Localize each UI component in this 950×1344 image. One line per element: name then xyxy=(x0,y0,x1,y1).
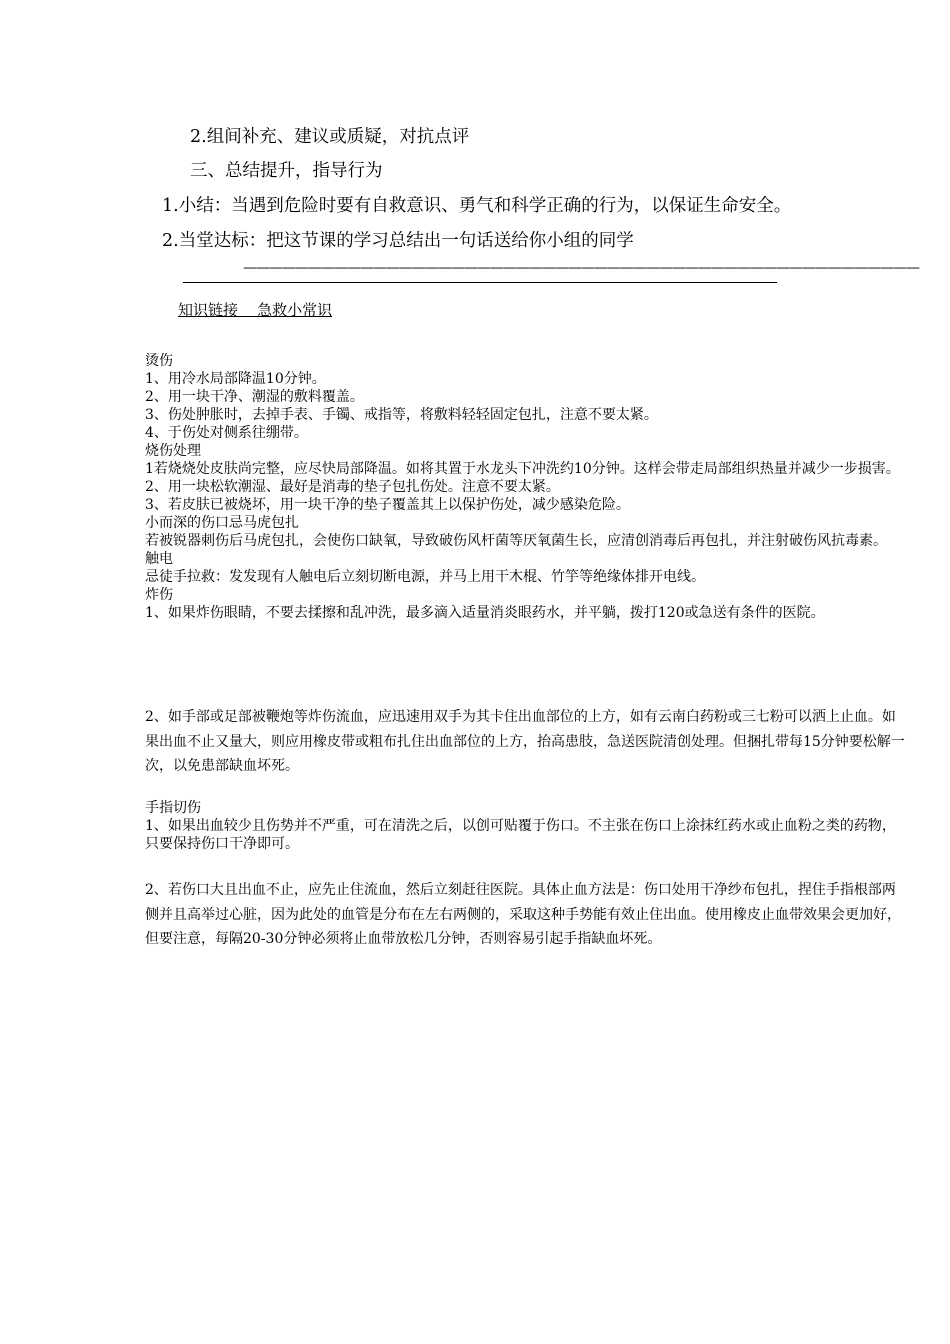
line-summary: 1.小结：当遇到危险时要有自救意识、勇气和科学正确的行为，以保证生命安全。 xyxy=(162,196,792,216)
blast-item-2: 2、如手部或足部被鞭炮等炸伤流血，应迅速用双手为其卡住出血部位的上方，如有云南白药粉或三七粉可以洒上止血。如果出血不止又量大，则应用橡皮带或粗布扎住出血部位的上方，抬高患肢，急送医院清创处理。但捆扎带每15分钟要松解一次，以免患部缺血坏死。 xyxy=(145,709,905,774)
scald-item: 3、若皮肤已被烧坏，用一块干净的垫子覆盖其上以保护伤处，减少感染危险。 xyxy=(145,497,630,513)
finger-item: 1、如果出血较少且伤势并不严重，可在清洗之后，以创可贴覆于伤口。不主张在伤口上涂抹红药水或止血粉之类的药物，只要保持伤口干净即可。 xyxy=(145,818,896,852)
burn-item: 4、于伤处对侧系往绷带。 xyxy=(145,425,308,441)
shock-text: 忌徒手拉救：发发现有人触电后立刻切断电源，并马上用干木棍、竹竽等绝缘体排开电线。 xyxy=(145,569,705,585)
scald-item: 2、用一块松软潮湿、最好是消毒的垫子包扎伤处。注意不要太紧。 xyxy=(145,479,560,495)
answer-dash-line: ———————————————————————————————————————————————————— xyxy=(243,260,919,276)
shock-heading: 触电 xyxy=(145,551,173,567)
burn-item: 3、伤处肿胀时，去掉手表、手镯、戒指等，将敷料轻轻固定包扎，注意不要太紧。 xyxy=(145,407,658,423)
answer-underline xyxy=(183,282,777,283)
wound-heading: 小而深的伤口忌马虎包扎 xyxy=(145,515,299,531)
finger-heading: 手指切伤 xyxy=(145,800,201,816)
section-finger xyxy=(145,799,908,853)
line-target: 2.当堂达标：把这节课的学习总结出一句话送给你小组的同学 xyxy=(162,231,634,251)
scald-heading: 烧伤处理 xyxy=(145,443,201,459)
knowledge-link-title: 知识链接 急救小常识 xyxy=(178,301,333,319)
scald-item: 1若烧烧处皮肤尚完整，应尽快局部降温。如将其置于水龙头下冲洗约10分钟。这样会带走局部组织热量并减少一步损害。 xyxy=(145,461,900,477)
wound-text: 若被锐器刺伤后马虎包扎，会使伤口缺氧，导致破伤风杆菌等厌氧菌生长，应清创消毒后再包扎，并注射破伤风抗毒素。 xyxy=(145,533,887,549)
blast-item: 1、如果炸伤眼睛，不要去揉擦和乱冲洗，最多滴入适量消炎眼药水，并平躺，拨打120或急送有条件的医院。 xyxy=(145,605,825,621)
burn-heading: 烫伤 xyxy=(145,353,173,369)
section-burn xyxy=(145,352,908,622)
burn-item: 2、用一块干净、潮湿的敷料覆盖。 xyxy=(145,389,364,405)
line-group-comment: 2.组间补充、建议或质疑，对抗点评 xyxy=(190,127,470,147)
blast-heading: 炸伤 xyxy=(145,587,173,603)
burn-item: 1、用冷水局部降温10分钟。 xyxy=(145,371,326,387)
finger-item-2: 2、若伤口大且出血不止，应先止住流血，然后立刻赶往医院。具体止血方法是：伤口处用干净纱布包扎，捏住手指根部两侧并且高举过心脏，因为此处的血管是分布在左右两侧的，采取这种手势能有效止住出血。使用橡皮止血带效果会更加好，但要注意，每隔20-30分钟必须将止血带放松几分钟，否则容易引起手指缺血坏死。 xyxy=(145,882,901,947)
line-summary-heading: 三、总结提升，指导行为 xyxy=(190,161,383,181)
